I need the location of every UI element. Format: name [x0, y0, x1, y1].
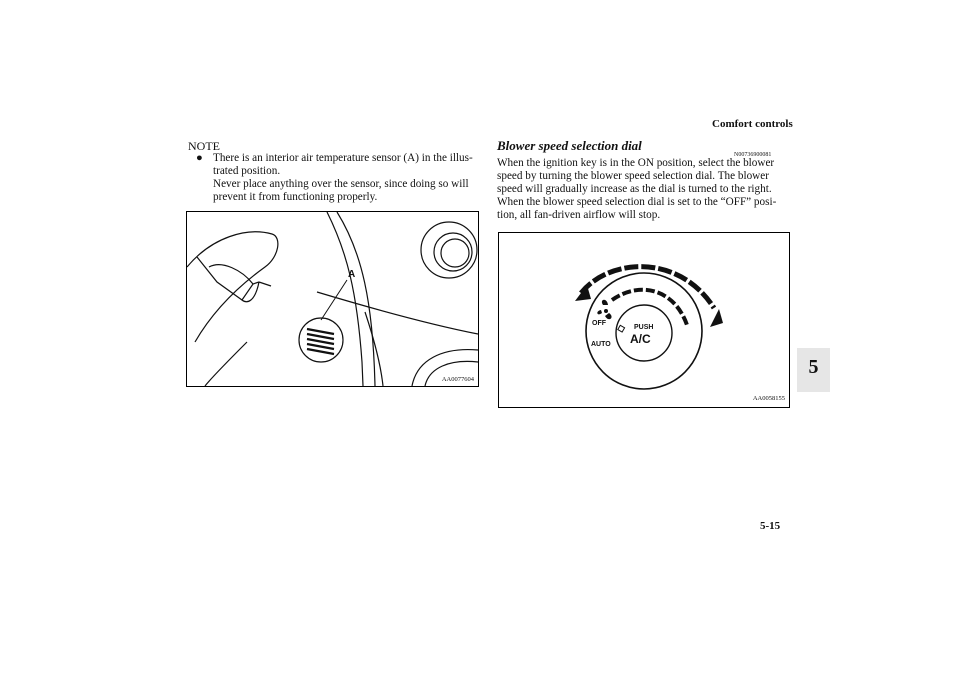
note-line: Never place anything over the sensor, since doing so will — [213, 178, 469, 190]
indicator-mark — [618, 325, 625, 332]
auto-label: AUTO — [591, 341, 611, 348]
right-arrow-icon — [710, 309, 723, 327]
running-header: Comfort controls — [712, 118, 793, 130]
note-line: prevent it from functioning properly. — [213, 191, 378, 203]
note-label: NOTE — [188, 139, 220, 153]
body-line: speed will gradually increase as the dial is turned to the right. — [497, 183, 772, 195]
off-label: OFF — [592, 320, 606, 327]
sensor-location-figure — [186, 211, 479, 387]
callout-label-a: A — [348, 269, 356, 280]
bullet-icon: ● — [196, 152, 203, 164]
section-title: Blower speed selection dial — [497, 138, 642, 153]
body-line: tion, all fan-driven airflow will stop. — [497, 209, 661, 221]
ac-label: A/C — [630, 332, 651, 346]
figure-code: AA0077604 — [441, 376, 474, 383]
figure-code: AA0058155 — [752, 395, 785, 402]
interior-sensor-illustration — [187, 212, 478, 386]
chapter-number: 5 — [808, 356, 819, 378]
reference-code: N00736900081 — [734, 152, 772, 158]
blower-dial-figure — [498, 232, 790, 408]
page-number: 5-15 — [760, 520, 781, 532]
blower-description — [497, 157, 787, 222]
body-line: When the blower speed selection dial is set to the “OFF” posi- — [497, 196, 777, 208]
body-line: When the ignition key is in the ON position, select the blower — [497, 157, 775, 169]
push-label: PUSH — [634, 324, 654, 331]
blower-dial-illustration — [499, 233, 789, 407]
note-line: There is an interior air temperature sensor (A) in the illus- — [213, 152, 473, 164]
body-line: speed by turning the blower speed selection dial. The blower — [497, 170, 769, 182]
note-bullet — [196, 152, 478, 204]
fan-icon — [597, 300, 611, 319]
note-line: trated position. — [213, 165, 281, 177]
